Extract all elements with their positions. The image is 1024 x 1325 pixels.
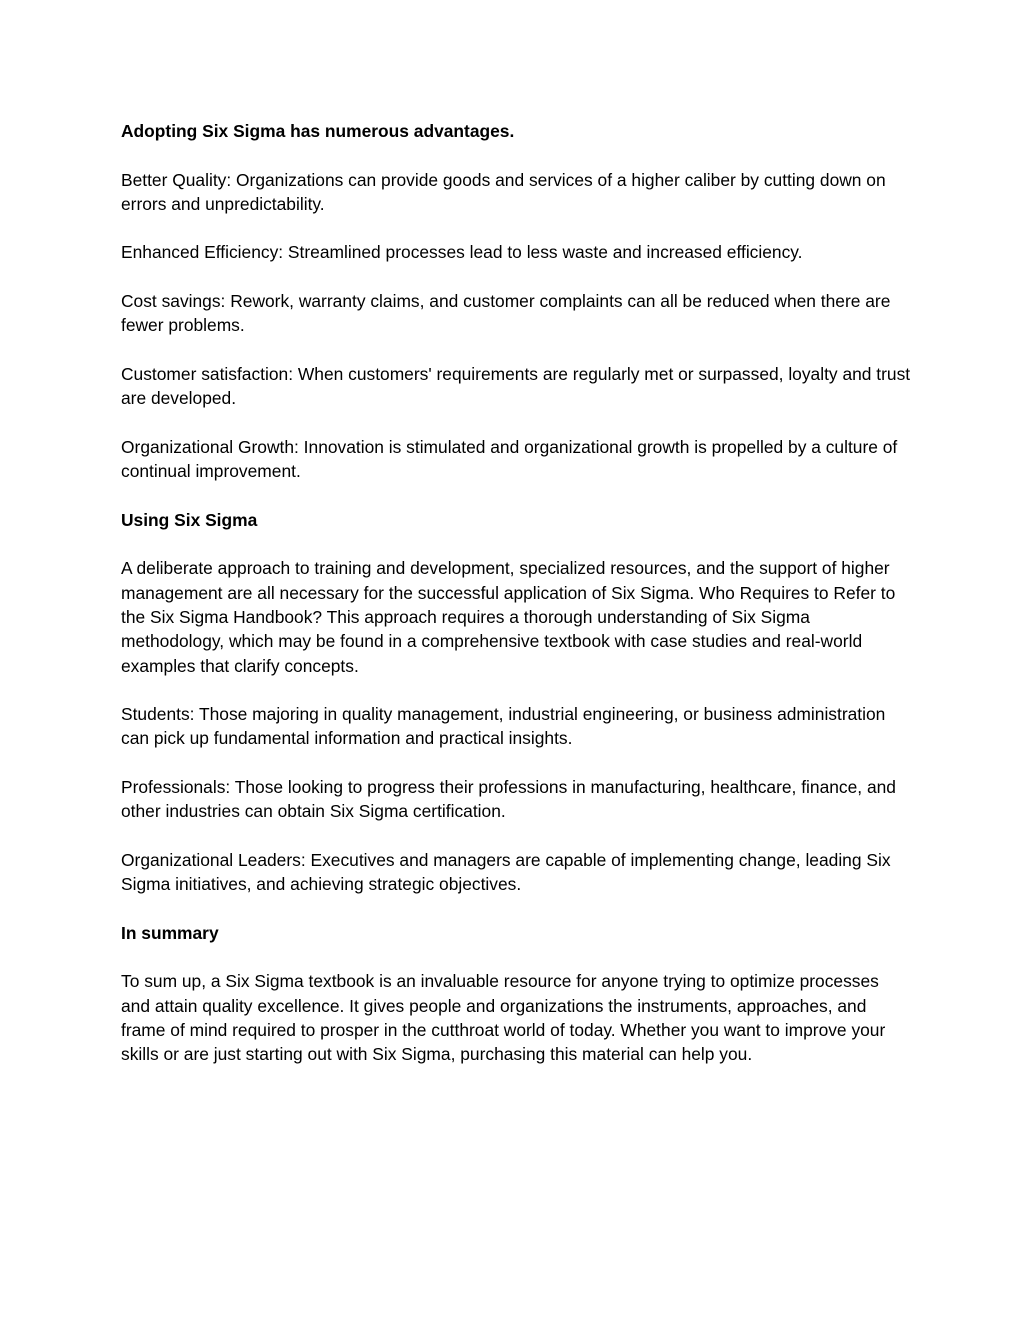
paragraph-cost-savings: Cost savings: Rework, warranty claims, and customer complaints can all be reduced when there are fewer problems. [121,291,891,336]
paragraph-better-quality: Better Quality: Organizations can provide goods and services of a higher caliber by cutting down on errors and unpredictability. [121,169,886,214]
paragraph-students: Students: Those majoring in quality management, industrial engineering, or business administration can pick up fundamental information and practical insights. [121,704,886,749]
paragraph-organizational-growth: Organizational Growth: Innovation is stimulated and organizational growth is propelled by a culture of continual improvement. [121,436,898,482]
paragraph-enhanced-efficiency: Enhanced Efficiency: Streamlined processes lead to less waste and increased efficiency. [121,242,803,263]
document-body [121,119,911,1091]
paragraph-summary: To sum up, a Six Sigma textbook is an invaluable resource for anyone trying to optimize processes and attain quality excellence. It gives people and organizations the instruments, approaches, and frame of mind required to prosper in the cutthroat world of today. Whether you want to improve your skills or are just starting out with Six Sigma, purchasing this material can help you. [121,971,886,1065]
heading-in-summary: In summary [121,922,219,943]
paragraph-professionals: Professionals: Those looking to progress their professions in manufacturing, healthcare, finance, and other industries can obtain Six Sigma certification. [121,777,896,822]
heading-advantages: Adopting Six Sigma has numerous advantages. [121,121,515,141]
heading-using-six-sigma: Using Six Sigma [121,509,258,530]
paragraph-customer-satisfaction: Customer satisfaction: When customers' requirements are regularly met or surpassed, loyalty and trust are developed. [121,363,911,409]
paragraph-organizational-leaders: Organizational Leaders: Executives and managers are capable of implementing change, leading Six Sigma initiatives, and achieving strategic objectives. [121,849,891,895]
paragraph-using-intro: A deliberate approach to training and development, specialized resources, and the support of higher management are all necessary for the successful application of Six Sigma. Who Requires to Refer to the Six Sigma Handbook? This approach requires a thorough understanding of Six Sigma methodology, which may be found in a comprehensive textbook with case studies and real-world examples that clarify concepts. [121,558,896,676]
